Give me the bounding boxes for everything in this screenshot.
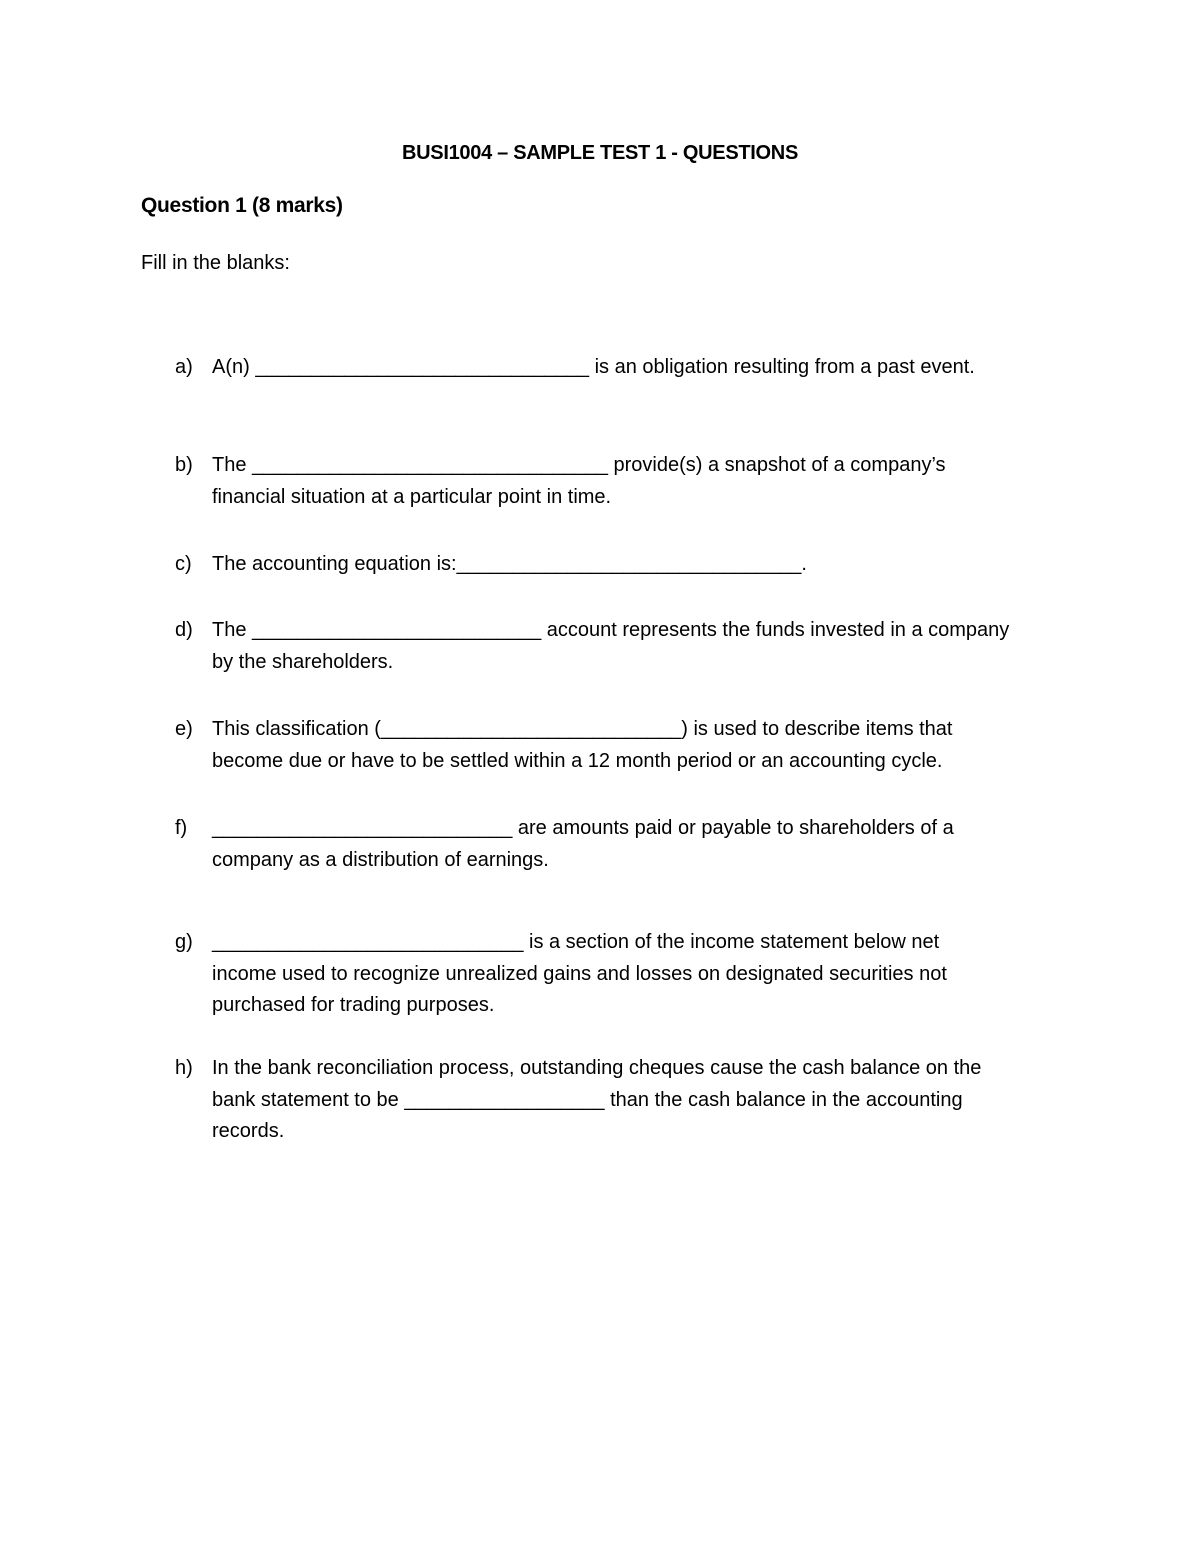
item-text-line: by the shareholders. xyxy=(212,651,394,673)
item-marker: d) xyxy=(175,619,193,641)
question-heading: Question 1 (8 marks) xyxy=(141,194,343,217)
item-marker: b) xyxy=(175,454,193,476)
item-text-line: This classification (___________________________) is used to describe items that xyxy=(212,718,953,740)
item-text-line: records. xyxy=(212,1120,285,1142)
item-text-line: income used to recognize unrealized gains and losses on designated securities not xyxy=(212,963,947,985)
item-marker: h) xyxy=(175,1057,193,1079)
item-text-line: become due or have to be settled within a 12 month period or an accounting cycle. xyxy=(212,750,943,772)
item-marker: g) xyxy=(175,931,193,953)
item-marker: c) xyxy=(175,553,192,575)
document-title: BUSI1004 – SAMPLE TEST 1 - QUESTIONS xyxy=(402,142,798,164)
item-text-line: purchased for trading purposes. xyxy=(212,994,495,1016)
item-text-line: ___________________________ are amounts paid or payable to shareholders of a xyxy=(212,817,954,839)
item-text-line: The accounting equation is:_______________________________. xyxy=(212,553,807,575)
item-marker: e) xyxy=(175,718,193,740)
item-text-line: company as a distribution of earnings. xyxy=(212,849,549,871)
item-text-line: bank statement to be __________________ than the cash balance in the accounting xyxy=(212,1089,963,1111)
instruction-text: Fill in the blanks: xyxy=(141,252,290,274)
item-text-line: In the bank reconciliation process, outstanding cheques cause the cash balance on the xyxy=(212,1057,982,1079)
item-text-line: The __________________________ account represents the funds invested in a company xyxy=(212,619,1010,641)
item-text-line: financial situation at a particular point in time. xyxy=(212,486,612,508)
item-text-line: ____________________________ is a section of the income statement below net xyxy=(212,931,940,953)
item-text-line: A(n) ______________________________ is an obligation resulting from a past event. xyxy=(212,356,975,378)
item-marker: a) xyxy=(175,356,193,378)
item-marker: f) xyxy=(175,817,188,839)
item-text-line: The ________________________________ provide(s) a snapshot of a company’s xyxy=(212,454,946,476)
